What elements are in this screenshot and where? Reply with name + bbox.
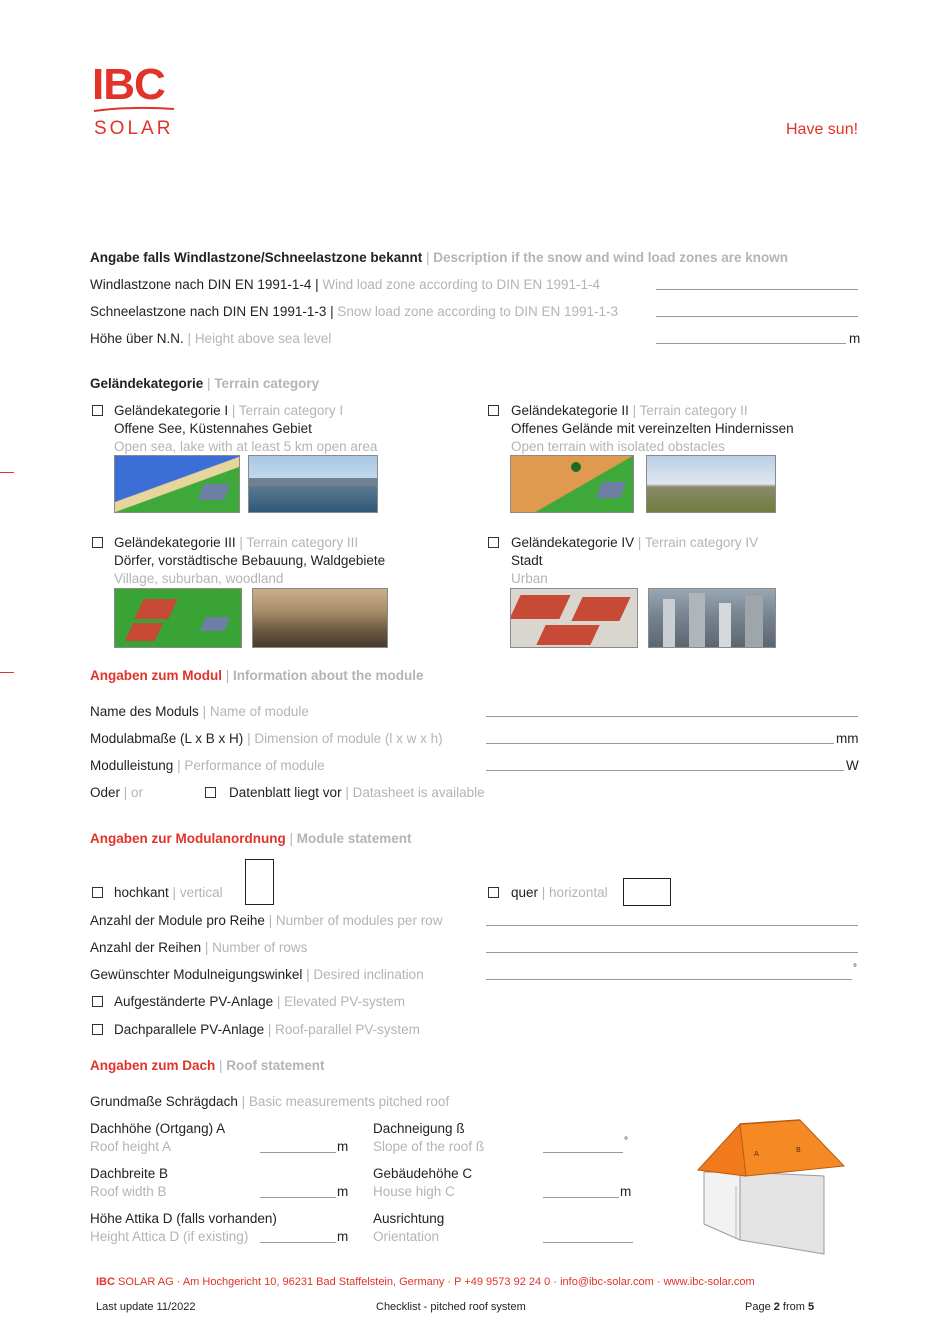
terrain-cat3-title: Geländekategorie III | Terrain category III: [114, 535, 359, 550]
building-height-c-field[interactable]: [543, 1197, 619, 1198]
margin-mark: [0, 672, 14, 673]
footer-contact: IBC SOLAR AG · Am Hochgericht 10, 96231 Bad Staffelstein, Germany · P +49 9573 92 24 0 · info@ibc-solar.com · www.ibc-solar.com: [96, 1276, 755, 1288]
section-loadzones-heading: Angabe falls Windlastzone/Schneelastzone bekannt | Description if the snow and wind load zones are known: [90, 250, 789, 265]
terrain-cat1-title: Geländekategorie I | Terrain category I: [114, 403, 344, 418]
terrain-cat4-photo: [648, 588, 776, 648]
roof-width-b-unit: m: [337, 1184, 349, 1199]
vertical-module-icon: [245, 859, 274, 905]
slogan: Have sun!: [786, 121, 859, 138]
orientation-field[interactable]: [543, 1242, 633, 1243]
terrain-cat1-desc-en: Open sea, lake with at least 5 km open area: [114, 439, 378, 454]
roof-width-b-label-en: Roof width B: [90, 1184, 167, 1199]
terrain-cat2-desc: Offenes Gelände mit vereinzelten Hindernissen: [511, 421, 794, 436]
terrain-cat3-desc: Dörfer, vorstädtische Bebauung, Waldgebiete: [114, 553, 386, 568]
module-perf-unit: W: [846, 758, 859, 773]
elevated-checkbox[interactable]: [92, 996, 103, 1007]
logo-swoosh-icon: [92, 106, 176, 114]
horizontal-module-icon: [623, 878, 671, 906]
module-dim-field[interactable]: [486, 743, 834, 744]
building-height-c-label: Gebäudehöhe C: [373, 1166, 473, 1181]
module-perf-label: Modulleistung | Performance of module: [90, 758, 325, 773]
section-module-heading: Angaben zum Modul | Information about the module: [90, 668, 424, 683]
module-or-label: Oder | or: [90, 785, 144, 800]
terrain-cat1-photo: [248, 455, 378, 513]
inclination-field[interactable]: [486, 979, 852, 980]
terrain-cat4-checkbox[interactable]: [488, 537, 499, 548]
terrain-cat2-checkbox[interactable]: [488, 405, 499, 416]
terrain-cat4-desc-en: Urban: [511, 571, 548, 586]
inclination-label: Gewünschter Modulneigungswinkel | Desired inclination: [90, 967, 424, 982]
roof-slope-label: Dachneigung ß: [373, 1121, 465, 1136]
attica-height-d-label-en: Height Attica D (if existing): [90, 1229, 249, 1244]
inclination-unit: °: [853, 963, 857, 974]
footer-web-link[interactable]: www.ibc-solar.com: [663, 1276, 755, 1288]
roof-height-a-label-en: Roof height A: [90, 1139, 172, 1154]
section-terrain-heading: Geländekategorie | Terrain category: [90, 376, 320, 391]
roof-width-b-label: Dachbreite B: [90, 1166, 169, 1181]
height-field[interactable]: [656, 343, 846, 344]
orientation-label-en: Orientation: [373, 1229, 440, 1244]
attica-height-d-field[interactable]: [260, 1242, 336, 1243]
roof-slope-unit: °: [624, 1136, 628, 1147]
terrain-cat1-illustration: [114, 455, 240, 513]
terrain-cat3-checkbox[interactable]: [92, 537, 103, 548]
logo-subtext: SOLAR: [94, 118, 174, 139]
margin-mark: [0, 472, 14, 473]
section-arrangement-heading: Angaben zur Modulanordnung | Module statement: [90, 831, 412, 846]
pitched-roof-house-illustration: [696, 1116, 846, 1256]
terrain-cat4-title: Geländekategorie IV | Terrain category IV: [511, 535, 759, 550]
modules-per-row-label: Anzahl der Module pro Reihe | Number of modules per row: [90, 913, 443, 928]
building-height-c-label-en: House high C: [373, 1184, 455, 1199]
terrain-cat4-illustration: [510, 588, 638, 648]
svg-text:B: B: [796, 1146, 801, 1154]
terrain-cat2-photo: [646, 455, 776, 513]
height-label: Höhe über N.N. | Height above sea level: [90, 331, 332, 346]
terrain-cat2-illustration: [510, 455, 634, 513]
module-name-field[interactable]: [486, 716, 858, 717]
module-perf-field[interactable]: [486, 770, 844, 771]
modules-per-row-field[interactable]: [486, 925, 858, 926]
building-height-c-unit: m: [620, 1184, 632, 1199]
module-dim-label: Modulabmaße (L x B x H) | Dimension of module (l x w x h): [90, 731, 443, 746]
wind-zone-label: Windlastzone nach DIN EN 1991-1-4 | Wind load zone according to DIN EN 1991-1-4: [90, 277, 601, 292]
vertical-label: hochkant | vertical: [114, 885, 223, 900]
roof-height-a-unit: m: [337, 1139, 349, 1154]
svg-text:A: A: [754, 1150, 759, 1158]
datasheet-label: Datenblatt liegt vor | Datasheet is available: [229, 785, 485, 800]
snow-zone-field[interactable]: [656, 316, 858, 317]
rows-field[interactable]: [486, 952, 858, 953]
footer-page-number: Page 2 from 5: [745, 1301, 815, 1313]
logo-text: IBC: [92, 60, 165, 109]
footer-email-link[interactable]: info@ibc-solar.com: [560, 1276, 654, 1288]
height-unit: m: [849, 331, 861, 346]
roof-height-a-field[interactable]: [260, 1152, 336, 1153]
roof-slope-field[interactable]: [543, 1152, 623, 1153]
horizontal-checkbox[interactable]: [488, 887, 499, 898]
roof-parallel-label: Dachparallele PV-Anlage | Roof-parallel PV-system: [114, 1022, 420, 1037]
module-name-label: Name des Moduls | Name of module: [90, 704, 309, 719]
orientation-label: Ausrichtung: [373, 1211, 445, 1226]
terrain-cat3-desc-en: Village, suburban, woodland: [114, 571, 284, 586]
wind-zone-field[interactable]: [656, 289, 858, 290]
roof-height-a-label: Dachhöhe (Ortgang) A: [90, 1121, 226, 1136]
roof-subheading: Grundmaße Schrägdach | Basic measurements pitched roof: [90, 1094, 450, 1109]
roof-width-b-field[interactable]: [260, 1197, 336, 1198]
rows-label: Anzahl der Reihen | Number of rows: [90, 940, 308, 955]
horizontal-label: quer | horizontal: [511, 885, 608, 900]
attica-height-d-unit: m: [337, 1229, 349, 1244]
terrain-cat1-desc: Offene See, Küstennahes Gebiet: [114, 421, 312, 436]
elevated-label: Aufgeständerte PV-Anlage | Elevated PV-system: [114, 994, 405, 1009]
roof-parallel-checkbox[interactable]: [92, 1024, 103, 1035]
terrain-cat2-title: Geländekategorie II | Terrain category II: [511, 403, 748, 418]
datasheet-checkbox[interactable]: [205, 787, 216, 798]
terrain-cat3-illustration: [114, 588, 242, 648]
footer-doc-title: Checklist - pitched roof system: [376, 1301, 526, 1313]
roof-slope-label-en: Slope of the roof ß: [373, 1139, 485, 1154]
section-roof-heading: Angaben zum Dach | Roof statement: [90, 1058, 325, 1073]
terrain-cat1-checkbox[interactable]: [92, 405, 103, 416]
vertical-checkbox[interactable]: [92, 887, 103, 898]
terrain-cat4-desc: Stadt: [511, 553, 543, 568]
terrain-cat3-photo: [252, 588, 388, 648]
module-dim-unit: mm: [836, 731, 859, 746]
attica-height-d-label: Höhe Attika D (falls vorhanden): [90, 1211, 277, 1226]
terrain-cat2-desc-en: Open terrain with isolated obstacles: [511, 439, 725, 454]
footer-last-update: Last update 11/2022: [96, 1301, 196, 1313]
snow-zone-label: Schneelastzone nach DIN EN 1991-1-3 | Snow load zone according to DIN EN 1991-1-3: [90, 304, 619, 319]
